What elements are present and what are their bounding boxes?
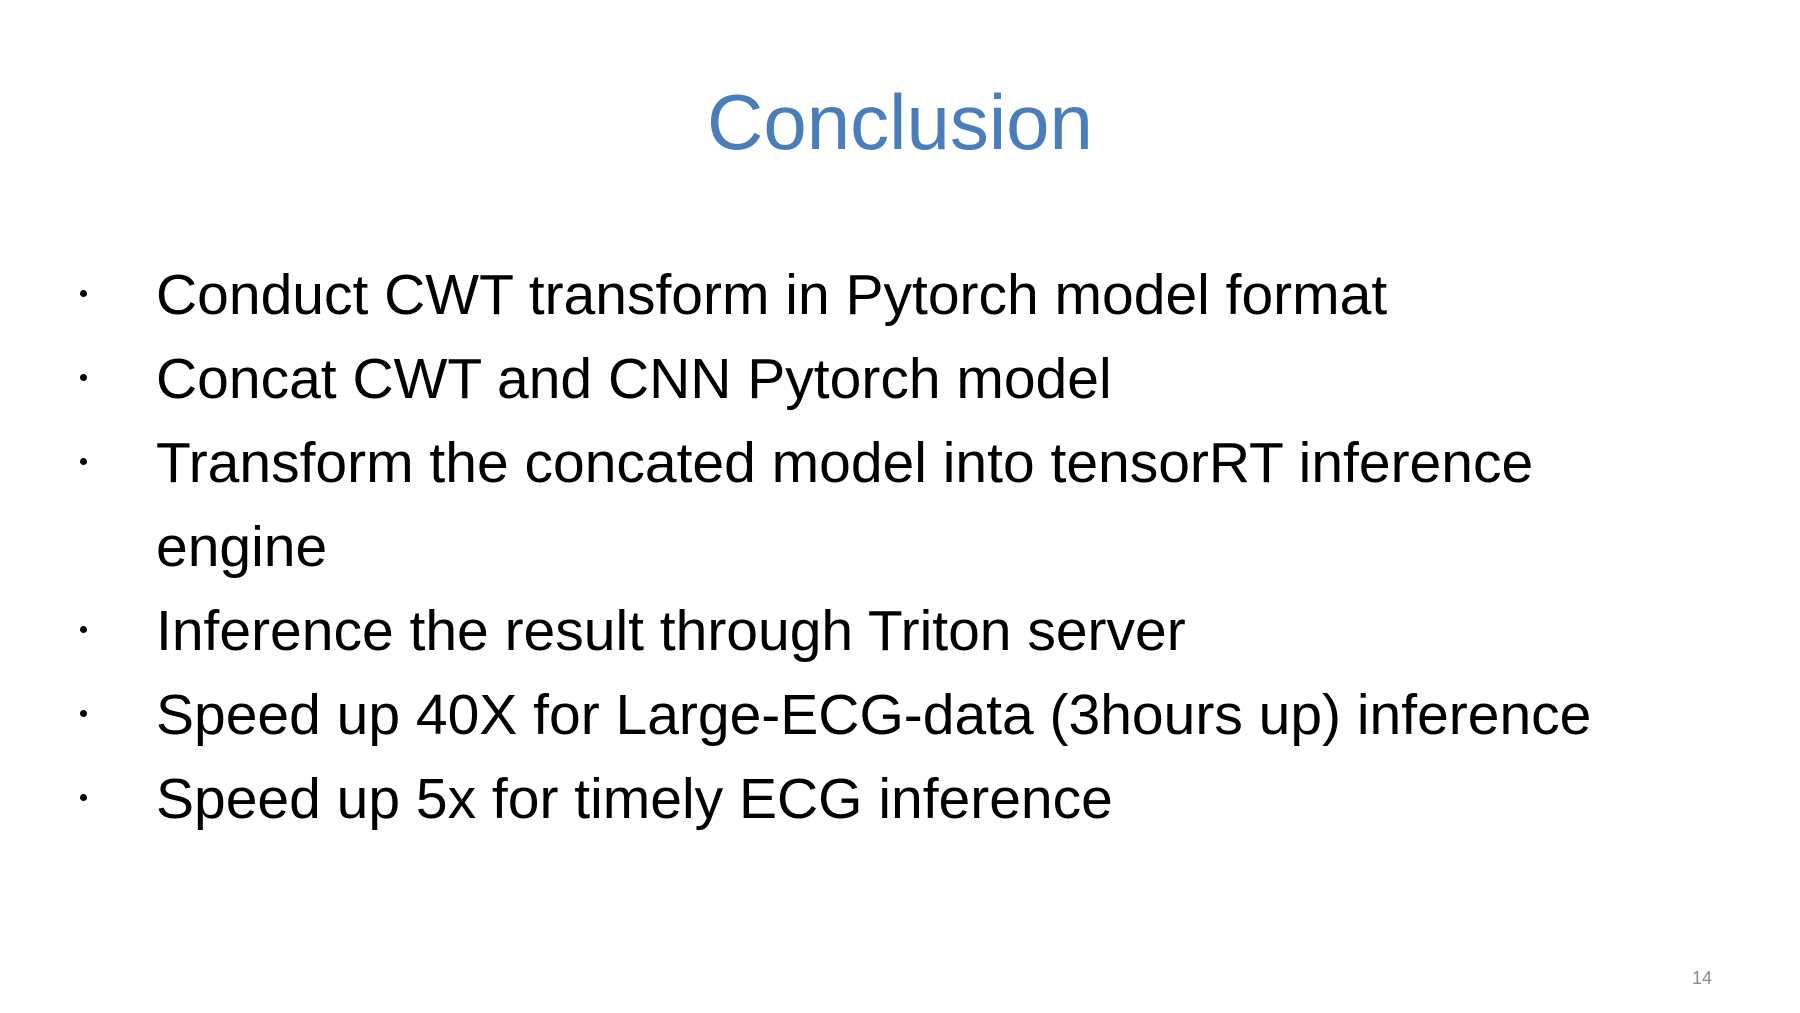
bullet-item xyxy=(0,673,1800,757)
bullet-icon xyxy=(80,290,87,297)
bullet-text: Speed up 40X for Large-ECG-data (3hours up) inference xyxy=(156,683,1592,747)
bullet-text: Inference the result through Triton server xyxy=(156,599,1186,663)
bullet-text: Transform the concated model into tensorRT inference engine xyxy=(156,431,1534,579)
bullet-item xyxy=(0,337,1800,421)
bullet-text: Concat CWT and CNN Pytorch model xyxy=(156,347,1112,411)
bullet-icon xyxy=(80,458,87,465)
page-number: 14 xyxy=(1691,968,1712,988)
bullet-icon xyxy=(80,794,87,801)
bullet-item xyxy=(0,589,1800,673)
bullet-icon xyxy=(80,710,87,717)
bullet-item xyxy=(0,253,1800,337)
bullet-text: Speed up 5x for timely ECG inference xyxy=(156,767,1113,831)
slide-title: Conclusion xyxy=(707,78,1093,166)
bullet-item xyxy=(0,421,1800,589)
bullet-icon xyxy=(80,374,87,381)
bullet-list xyxy=(0,253,1800,841)
bullet-item xyxy=(0,757,1800,841)
bullet-text: Conduct CWT transform in Pytorch model format xyxy=(156,263,1388,327)
bullet-icon xyxy=(80,626,87,633)
